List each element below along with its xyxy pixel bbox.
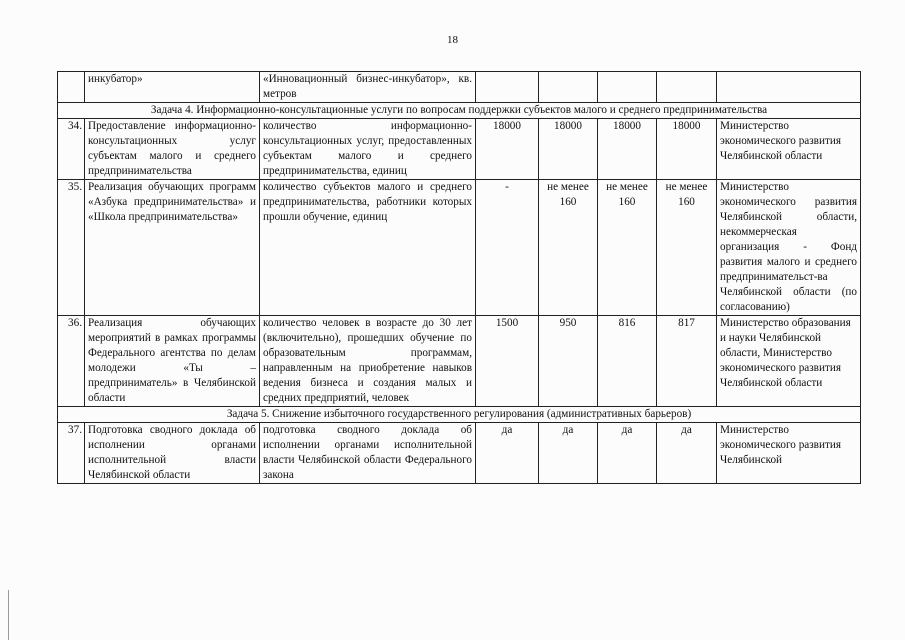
value-cell-2: 18000 <box>539 119 598 180</box>
table-row-continued <box>58 72 861 103</box>
value-cell-1: 1500 <box>476 316 539 407</box>
row-number-cell: 36. <box>58 316 85 407</box>
executor-cell: Министерство образования и науки Челябинской области, Министерство экономического развития Челябинской области <box>717 316 861 407</box>
indicator-cell: «Инновационный бизнес-инкубатор», кв. метров <box>260 72 476 103</box>
measure-name-cell: Реализация обучающих мероприятий в рамках программы Федерального агентства по делам молодежи «Ты – предприниматель» в Челябинской области <box>85 316 260 407</box>
row-number-cell: 35. <box>58 180 85 316</box>
task-heading-row <box>58 103 861 119</box>
measure-name-cell: инкубатор» <box>85 72 260 103</box>
scan-edge-mark <box>8 590 9 640</box>
row-number-cell: 34. <box>58 119 85 180</box>
executor-cell: Министерство экономического развития Челябинской <box>717 423 861 484</box>
indicator-cell: количество информационно-консультационных услуг, предоставленных субъектам малого и среднего предпринимательства, единиц <box>260 119 476 180</box>
value-cell-2 <box>539 72 598 103</box>
value-cell-1: да <box>476 423 539 484</box>
value-cell-1: - <box>476 180 539 316</box>
value-cell-1 <box>476 72 539 103</box>
value-cell-4: не менее 160 <box>657 180 717 316</box>
value-cell-3: да <box>598 423 657 484</box>
row-number-cell <box>58 72 85 103</box>
value-cell-2: да <box>539 423 598 484</box>
table-row <box>58 316 861 407</box>
measure-name-cell: Подготовка сводного доклада об исполнении органами исполнительной власти Челябинской области <box>85 423 260 484</box>
value-cell-2: 950 <box>539 316 598 407</box>
program-measures-table <box>57 71 861 484</box>
indicator-cell: количество человек в возрасте до 30 лет (включительно), прошедших обучение по образовательным программам, направленным на приобретение навыков ведения бизнеса и создания малых и средних предприятий, человек <box>260 316 476 407</box>
table-row <box>58 119 861 180</box>
task-5-heading: Задача 5. Снижение избыточного государственного регулирования (административных барьеров) <box>58 407 861 423</box>
page-number: 18 <box>447 34 458 46</box>
value-cell-4: 18000 <box>657 119 717 180</box>
executor-cell: Министерство экономического развития Челябинской области <box>717 119 861 180</box>
measure-name-cell: Предоставление информационно-консультационных услуг субъектам малого и среднего предпринимательства <box>85 119 260 180</box>
value-cell-3: 816 <box>598 316 657 407</box>
table-row <box>58 180 861 316</box>
measure-name-cell: Реализация обучающих программ «Азбука предпринимательства» и «Школа предпринимательства» <box>85 180 260 316</box>
value-cell-3 <box>598 72 657 103</box>
task-heading-row <box>58 407 861 423</box>
value-cell-4 <box>657 72 717 103</box>
task-4-heading: Задача 4. Информационно-консультационные услуги по вопросам поддержки субъектов малого и среднего предпринимательства <box>58 103 861 119</box>
value-cell-4: 817 <box>657 316 717 407</box>
row-number-cell: 37. <box>58 423 85 484</box>
value-cell-1: 18000 <box>476 119 539 180</box>
value-cell-3: 18000 <box>598 119 657 180</box>
indicator-cell: подготовка сводного доклада об исполнении органами исполнительной власти Челябинской области Федерального закона <box>260 423 476 484</box>
value-cell-3: не менее 160 <box>598 180 657 316</box>
executor-cell: Министерство экономического развития Челябинской области, некоммерческая организация - Фонд развития малого и среднего предпринимательст-ва Челябинской области (по согласованию) <box>717 180 861 316</box>
table-row <box>58 423 861 484</box>
indicator-cell: количество субъектов малого и среднего предпринимательства, работники которых прошли обучение, единиц <box>260 180 476 316</box>
executor-cell <box>717 72 861 103</box>
value-cell-4: да <box>657 423 717 484</box>
value-cell-2: не менее 160 <box>539 180 598 316</box>
